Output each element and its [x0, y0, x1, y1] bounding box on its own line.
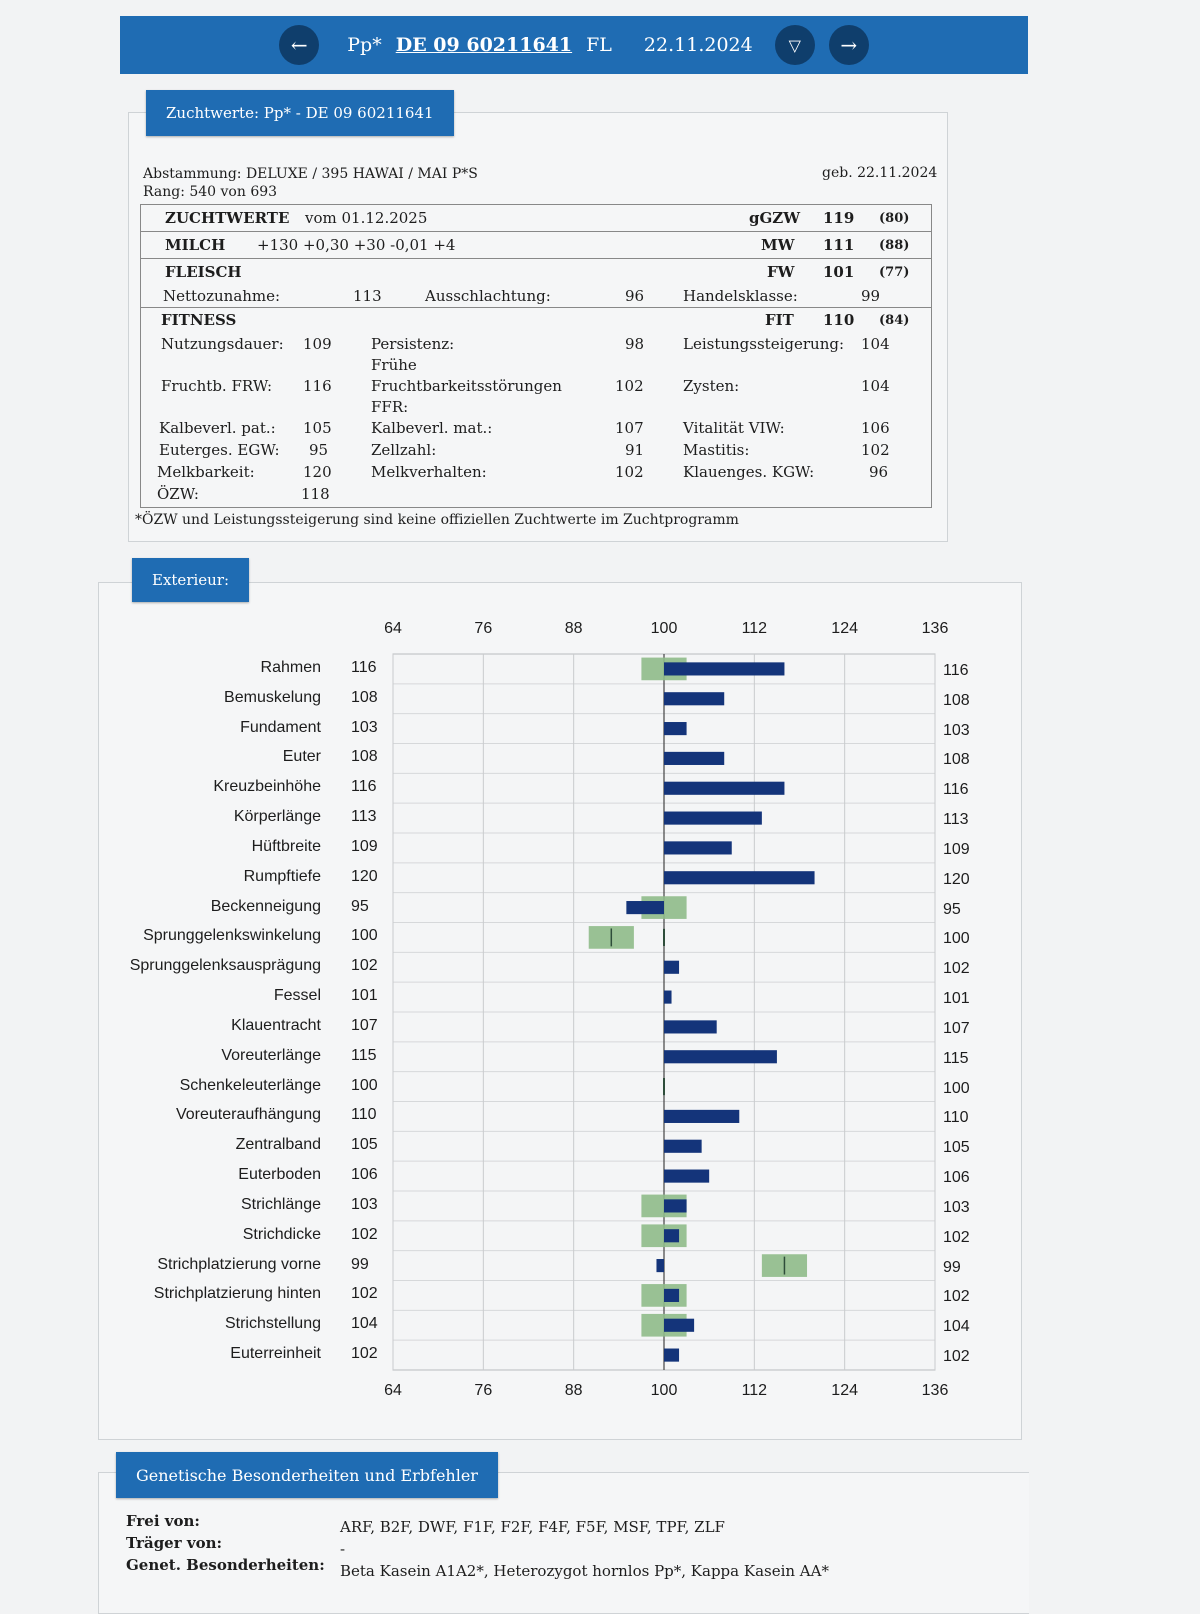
category-label: Sprunggelenksausprägung	[129, 957, 321, 975]
zw-header-date: vom 01.12.2025	[305, 209, 428, 227]
value-label-left: 113	[351, 808, 377, 826]
bar	[664, 662, 784, 675]
bar	[664, 961, 679, 974]
fitness-trait-value: 95	[309, 441, 329, 459]
tick-label-top: 100	[650, 620, 678, 637]
next-arrow-button[interactable]	[829, 25, 869, 65]
fleisch-item-label: Nettozunahme:	[163, 287, 281, 305]
category-label: Voreuterlänge	[221, 1046, 321, 1064]
fitness-trait-label: Nutzungsdauer:	[161, 335, 284, 353]
category-label: Beckenneigung	[210, 897, 321, 915]
value-label-right: 104	[943, 1318, 970, 1336]
fitness-trait-label: Euterges. EGW:	[159, 441, 280, 459]
fitness-trait-value: 102	[615, 463, 644, 481]
bar	[664, 991, 672, 1004]
arrow-right-icon: →	[840, 33, 858, 57]
fitness-trait-label: Persistenz:	[371, 335, 455, 353]
category-label: Strichstellung	[224, 1315, 321, 1333]
value-label-right: 108	[943, 751, 970, 769]
value-label-right: 106	[943, 1169, 970, 1187]
value-label-left: 99	[351, 1255, 369, 1273]
fitness-key: FIT	[765, 311, 794, 329]
prev-arrow-button[interactable]	[279, 25, 319, 65]
category-label: Strichplatzierung vorne	[157, 1255, 321, 1273]
fitness-trait-label: Vitalität VIW:	[683, 419, 785, 437]
category-label: Kreuzbeinhöhe	[213, 778, 321, 796]
animal-id-link[interactable]: DE 09 60211641	[395, 34, 573, 56]
milch-key: MW	[761, 236, 795, 254]
value-label-left: 116	[351, 658, 377, 676]
value-label-right: 108	[943, 691, 970, 709]
fitness-trait-value: 109	[303, 335, 332, 353]
value-label-left: 101	[351, 987, 378, 1005]
fitness-trait-label: Mastitis:	[683, 441, 750, 459]
category-label: Hüftbreite	[251, 837, 321, 855]
tick-label-top: 124	[831, 620, 859, 637]
gen-value-traeger: -	[340, 1540, 346, 1558]
value-label-left: 102	[351, 1345, 378, 1363]
fitness-trait-value: 102	[615, 377, 644, 395]
fitness-trait-label: ÖZW:	[157, 485, 199, 503]
fitness-trait-label: Kalbeverl. pat.:	[159, 419, 276, 437]
bar	[664, 1229, 679, 1242]
footnote: *ÖZW und Leistungssteigerung sind keine offiziellen Zuchtwerte im Zuchtprogramm	[135, 512, 739, 528]
fitness-trait-value: 104	[861, 377, 890, 395]
fleisch-label: FLEISCH	[165, 263, 242, 281]
fleisch-key: FW	[767, 263, 795, 281]
fleisch-item-value: 99	[861, 287, 881, 305]
bar	[664, 1289, 679, 1302]
category-label: Fessel	[273, 987, 321, 1005]
fitness-trait-label: Kalbeverl. mat.:	[371, 419, 493, 437]
value-label-left: 100	[351, 1076, 378, 1094]
dropdown-button[interactable]	[775, 25, 815, 65]
value-label-right: 95	[943, 900, 961, 918]
value-label-right: 116	[943, 661, 969, 679]
fitness-trait-value: 105	[303, 419, 332, 437]
gen-label-besonderheiten: Genet. Besonderheiten:	[126, 1556, 325, 1574]
value-label-left: 108	[351, 748, 378, 766]
bar	[664, 692, 724, 705]
value-label-right: 101	[943, 990, 970, 1008]
category-label: Körperlänge	[233, 808, 321, 826]
zw-header-label: ZUCHTWERTE	[165, 209, 290, 227]
tick-label-bottom: 64	[384, 1382, 402, 1399]
fitness-trait-label: Zellzahl:	[371, 441, 437, 459]
gen-value-frei: ARF, B2F, DWF, F1F, F2F, F4F, F5F, MSF, TPF, ZLF	[340, 1518, 725, 1536]
abstammung: Abstammung: DELUXE / 395 HAWAI / MAI P*S	[143, 166, 478, 182]
value-label-right: 100	[943, 1079, 970, 1097]
value-label-right: 115	[943, 1049, 969, 1067]
bar	[664, 1140, 702, 1153]
tick-label-bottom: 112	[741, 1382, 768, 1399]
milch-values: +130 +0,30 +30 -0,01 +4	[257, 236, 456, 254]
value-label-left: 116	[351, 778, 377, 796]
tick-label-bottom: 136	[921, 1382, 949, 1399]
value-label-left: 95	[351, 897, 369, 915]
category-label: Sprunggelenkswinkelung	[143, 927, 321, 945]
fitness-trait-value: 118	[301, 485, 330, 503]
bar	[664, 722, 687, 735]
value-label-right: 105	[943, 1139, 970, 1157]
value-label-right: 116	[943, 781, 969, 799]
exterieur-tab: Exterieur:	[132, 558, 249, 602]
category-label: Euter	[282, 748, 321, 766]
nav-prefix: Pp*	[347, 34, 382, 56]
milch-rel: (88)	[879, 238, 910, 253]
value-label-left: 109	[351, 837, 378, 855]
tick-label-bottom: 124	[831, 1382, 859, 1399]
fitness-trait-label: Leistungssteigerung:	[683, 335, 845, 353]
category-label: Euterreinheit	[230, 1345, 321, 1363]
category-label: Euterboden	[238, 1166, 321, 1184]
fitness-trait-label: Frühe	[371, 356, 417, 374]
fitness-label: FITNESS	[161, 311, 237, 329]
pedigree-info	[143, 165, 478, 201]
value-label-right: 109	[943, 840, 970, 858]
fitness-trait-value: 102	[861, 441, 890, 459]
tick-label-top: 88	[564, 620, 583, 637]
fitness-trait-value: 91	[625, 441, 645, 459]
fitness-trait-label: Zysten:	[683, 377, 740, 395]
category-label: Bemuskelung	[224, 688, 321, 706]
fitness-trait-label: FFR:	[371, 398, 409, 416]
tick-label-bottom: 100	[650, 1382, 678, 1399]
fitness-trait-label: Melkbarkeit:	[157, 463, 255, 481]
bar	[626, 901, 664, 914]
gen-label-frei: Frei von:	[126, 1512, 200, 1530]
tick-label-bottom: 76	[474, 1382, 493, 1399]
fitness-trait-value: 120	[303, 463, 332, 481]
fitness-rel: (84)	[879, 313, 910, 328]
category-label: Schenkeleuterlänge	[179, 1076, 321, 1094]
value-label-left: 103	[351, 718, 378, 736]
value-label-left: 108	[351, 688, 378, 706]
bar	[664, 1170, 709, 1183]
value-label-left: 100	[351, 927, 378, 945]
value-label-right: 120	[943, 870, 970, 888]
fleisch-item-value: 113	[353, 287, 382, 305]
value-label-right: 103	[943, 1198, 970, 1216]
fleisch-item-value: 96	[625, 287, 645, 305]
value-label-right: 102	[943, 1228, 970, 1246]
zuchtwerte-tab: Zuchtwerte: Pp* - DE 09 60211641	[146, 90, 454, 136]
fitness-trait-label: Fruchtb. FRW:	[161, 377, 273, 395]
zw-header-key: gGZW	[749, 209, 801, 227]
value-label-left: 102	[351, 1225, 378, 1243]
value-label-right: 100	[943, 930, 970, 948]
bar	[664, 1319, 694, 1332]
category-label: Fundament	[240, 718, 321, 736]
fitness-trait-value: 116	[303, 377, 332, 395]
tick-label-top: 136	[921, 620, 949, 637]
bar	[664, 752, 724, 765]
value-label-right: 107	[943, 1019, 970, 1037]
category-label: Strichplatzierung hinten	[153, 1285, 321, 1303]
value-label-left: 105	[351, 1136, 378, 1154]
birth-date: geb. 22.11.2024	[822, 165, 938, 181]
tick-label-bottom: 88	[564, 1382, 583, 1399]
bar	[664, 841, 732, 854]
value-label-right: 99	[943, 1258, 961, 1276]
value-label-right: 102	[943, 960, 970, 978]
bar	[656, 1259, 664, 1272]
value-label-left: 104	[351, 1315, 378, 1333]
nav-breed: FL	[586, 34, 612, 56]
bar	[664, 812, 762, 825]
fitness-trait-label: Klauenges. KGW:	[683, 463, 815, 481]
breeding-values-table	[140, 204, 932, 508]
fitness-value: 110	[823, 311, 855, 329]
nav-date: 22.11.2024	[643, 34, 753, 56]
value-label-right: 110	[943, 1109, 969, 1127]
bar	[664, 871, 815, 884]
fitness-trait-value: 98	[625, 335, 645, 353]
value-label-left: 102	[351, 957, 378, 975]
value-label-left: 120	[351, 867, 378, 885]
value-label-left: 102	[351, 1285, 378, 1303]
tick-label-top: 64	[384, 620, 402, 637]
value-label-left: 103	[351, 1195, 378, 1213]
tick-label-top: 112	[741, 620, 768, 637]
bar	[664, 1199, 687, 1212]
fitness-trait-label: Fruchtbarkeitsstörungen	[371, 377, 562, 395]
fitness-trait-value: 104	[861, 335, 890, 353]
category-label: Zentralband	[235, 1136, 321, 1154]
bar	[664, 1050, 777, 1063]
value-label-left: 106	[351, 1166, 378, 1184]
gen-value-besonderheiten: Beta Kasein A1A2*, Heterozygot hornlos Pp*, Kappa Kasein AA*	[340, 1562, 829, 1580]
bar	[664, 782, 784, 795]
bar	[664, 1110, 739, 1123]
value-label-right: 102	[943, 1348, 970, 1366]
fitness-trait-value: 107	[615, 419, 644, 437]
rang: Rang: 540 von 693	[143, 184, 278, 200]
value-label-right: 113	[943, 811, 969, 829]
category-label: Strichlänge	[240, 1195, 321, 1213]
fleisch-value: 101	[823, 263, 855, 281]
milch-value: 111	[823, 236, 855, 254]
triangle-down-icon: ▽	[788, 35, 801, 55]
exterieur-chart	[95, 580, 1025, 1430]
fitness-trait-label: Melkverhalten:	[371, 463, 487, 481]
fitness-trait-value: 96	[869, 463, 889, 481]
tick-label-top: 76	[474, 620, 493, 637]
category-label: Strichdicke	[242, 1225, 321, 1243]
bar	[664, 1349, 679, 1362]
zw-header-rel: (80)	[879, 211, 910, 226]
arrow-left-icon: ←	[290, 33, 308, 57]
category-label: Rahmen	[260, 658, 321, 676]
milch-label: MILCH	[165, 236, 226, 254]
genetik-tab: Genetische Besonderheiten und Erbfehler	[116, 1452, 498, 1498]
value-label-right: 103	[943, 721, 970, 739]
category-label: Voreuteraufhängung	[175, 1106, 321, 1124]
category-label: Klauentracht	[231, 1016, 321, 1034]
value-label-right: 102	[943, 1288, 970, 1306]
value-label-left: 115	[351, 1046, 377, 1064]
gen-label-traeger: Träger von:	[126, 1534, 223, 1552]
bar	[664, 1020, 717, 1033]
fleisch-rel: (77)	[879, 265, 910, 280]
zw-header-value: 119	[823, 209, 855, 227]
fleisch-item-label: Ausschlachtung:	[425, 287, 551, 305]
fitness-trait-value: 106	[861, 419, 890, 437]
category-label: Rumpftiefe	[243, 867, 321, 885]
animal-nav-bar	[120, 16, 1028, 74]
value-label-left: 107	[351, 1016, 378, 1034]
fleisch-item-label: Handelsklasse:	[683, 287, 798, 305]
value-label-left: 110	[351, 1106, 377, 1124]
